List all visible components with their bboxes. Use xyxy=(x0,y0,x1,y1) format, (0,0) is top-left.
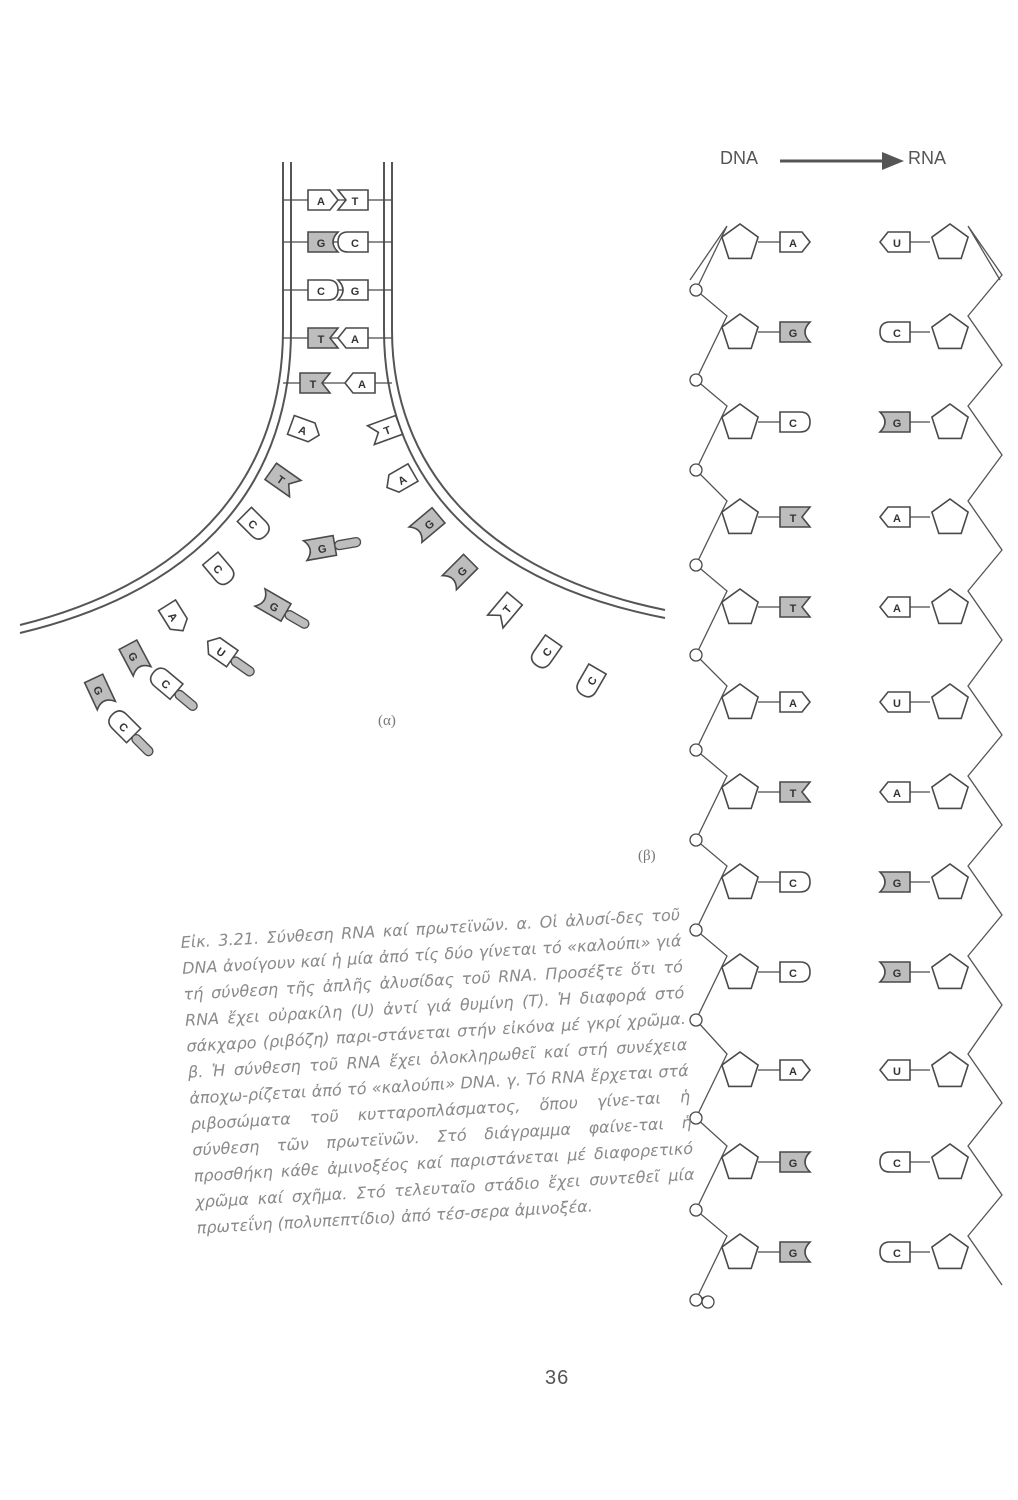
dna-base-tile xyxy=(780,507,810,527)
dna-base-tile xyxy=(780,872,810,892)
dna-label: DNA xyxy=(720,148,759,168)
base-pair-rows xyxy=(690,224,968,1308)
rna-backbone-line xyxy=(968,226,1002,1285)
rna-base-tile xyxy=(880,232,910,252)
svg-text:T: T xyxy=(501,603,515,617)
rna-base-tile xyxy=(880,692,910,712)
deoxyribose-pentagon xyxy=(722,404,758,438)
rna-base-tile xyxy=(880,507,910,527)
phosphate-circle xyxy=(690,1014,702,1026)
svg-text:C: C xyxy=(789,418,797,430)
svg-text:T: T xyxy=(789,513,797,525)
svg-text:G: G xyxy=(422,517,437,533)
svg-text:T: T xyxy=(274,473,287,488)
svg-text:A: A xyxy=(789,238,797,250)
svg-text:A: A xyxy=(351,334,359,346)
svg-text:A: A xyxy=(296,424,309,439)
phosphate-circle xyxy=(690,924,702,936)
phosphate-circle xyxy=(690,649,702,661)
svg-text:G: G xyxy=(124,650,140,664)
svg-text:U: U xyxy=(893,238,901,250)
svg-text:G: G xyxy=(892,878,902,890)
svg-text:C: C xyxy=(585,674,600,688)
dna-backbone-line xyxy=(690,226,727,1300)
phosphate-circle xyxy=(690,1294,702,1306)
svg-text:T: T xyxy=(789,788,797,800)
svg-text:G: G xyxy=(316,238,326,250)
rna-label: RNA xyxy=(908,148,947,168)
phosphate-circle xyxy=(690,284,702,296)
deoxyribose-pentagon xyxy=(722,224,758,258)
ribose-pentagon xyxy=(932,499,968,533)
ribose-pentagon xyxy=(932,314,968,348)
deoxyribose-pentagon xyxy=(722,314,758,348)
deoxyribose-pentagon xyxy=(722,1052,758,1086)
svg-text:A: A xyxy=(358,379,366,391)
rna-base-tile xyxy=(880,872,910,892)
ribose-pentagon xyxy=(932,864,968,898)
svg-text:T: T xyxy=(789,603,797,615)
svg-text:C: C xyxy=(789,878,797,890)
svg-text:G: G xyxy=(788,328,798,340)
svg-text:C: C xyxy=(210,562,225,577)
svg-text:U: U xyxy=(213,645,228,660)
svg-text:C: C xyxy=(158,677,173,692)
svg-text:C: C xyxy=(351,238,359,250)
svg-text:T: T xyxy=(317,334,325,346)
rna-base-tile xyxy=(880,962,910,982)
svg-text:G: G xyxy=(788,1158,798,1170)
deoxyribose-pentagon xyxy=(722,684,758,718)
ribose-pentagon xyxy=(932,1234,968,1268)
phosphate-circle xyxy=(690,834,702,846)
ribose-pentagon xyxy=(932,954,968,988)
svg-text:A: A xyxy=(893,603,901,615)
svg-text:G: G xyxy=(90,684,105,698)
rna-base-tile xyxy=(880,782,910,802)
figure-caption: Εἰκ. 3.21. Σύνθεση RNA καί πρωτεϊνῶν. α. Οἱ ἀλυσί-δες τοῦ DNA ἀνοίγουν καί ἡ μία ἀπό τίς δύο γίνεται τό «καλούπι» γιά τή σύνθεση τῆς ἀπλῆς ἀλυσίδας τοῦ RNA. Προσέξτε ὅτι τό RNA ἔχει οὐρακίλη (U) ἀντί γιά θυμίνη (T). Ἡ διαφορά στό σάκχαρο (ριβόζη) παρι-στάνεται στήν εἰκόνα μέ γκρί χρῶμα. β. Ἡ σύνθεση τοῦ RNA ἔχει ὁλοκληρωθεῖ καί στή συνέχεια ἀποχω-ρίζεται ἀπό τό «καλούπι» DNA. γ. Τό RNA ἔρχεται στά ριβοσώματα τοῦ κυτταροπλάσματος, ὅπου γίνε-ται ἡ σύνθεση τῶν πρωτεϊνῶν. Στό διάγραμμα φαίνε-ται ἡ προσθήκη κάθε ἀμινοξέος καί παριστάνεται μέ διαφορετικό χρῶμα καί σχῆμα. Στό τελευταῖο στάδιο ἔχει συντεθεῖ μία πρωτεΐνη (πολυπεπτίδιο) ἀπό τέσ-σερα ἀμινοξέα. xyxy=(180,905,695,1238)
rna-base-tile xyxy=(880,1060,910,1080)
dna-base-tile xyxy=(780,322,810,342)
svg-text:C: C xyxy=(789,968,797,980)
ribose-pentagon xyxy=(932,224,968,258)
dna-backbone-zigzag xyxy=(690,226,1002,1300)
dna-base-tile xyxy=(780,597,810,617)
ribose-pentagon xyxy=(932,684,968,718)
phosphate-circle xyxy=(690,374,702,386)
deoxyribose-pentagon xyxy=(722,774,758,808)
phosphate-circle xyxy=(690,744,702,756)
page-number: 36 xyxy=(545,1367,570,1389)
svg-text:A: A xyxy=(893,513,901,525)
ribose-pentagon xyxy=(932,1052,968,1086)
phosphate-circle xyxy=(690,559,702,571)
svg-text:U: U xyxy=(893,698,901,710)
phosphate-circle xyxy=(702,1296,714,1308)
svg-text:C: C xyxy=(893,1158,901,1170)
ribose-pentagon xyxy=(932,404,968,438)
svg-text:U: U xyxy=(893,1066,901,1078)
svg-text:G: G xyxy=(267,600,281,616)
svg-text:A: A xyxy=(396,473,410,488)
svg-text:G: G xyxy=(350,286,360,298)
figure-label-a: (α) xyxy=(378,713,396,729)
svg-text:T: T xyxy=(351,196,359,208)
svg-text:G: G xyxy=(892,418,902,430)
deoxyribose-pentagon xyxy=(722,864,758,898)
svg-text:C: C xyxy=(893,1248,901,1260)
dna-base-tile xyxy=(780,962,810,982)
svg-text:C: C xyxy=(115,720,131,735)
svg-text:G: G xyxy=(455,564,471,580)
ribose-pentagon xyxy=(932,774,968,808)
svg-text:T: T xyxy=(309,379,317,391)
dna-base-tile xyxy=(780,1242,810,1262)
dna-base-tile xyxy=(780,232,810,252)
dna-base-tile xyxy=(780,1152,810,1172)
svg-text:C: C xyxy=(540,645,555,660)
deoxyribose-pentagon xyxy=(722,499,758,533)
ribose-pentagon xyxy=(932,1144,968,1178)
deoxyribose-pentagon xyxy=(722,1234,758,1268)
svg-text:C: C xyxy=(317,286,325,298)
ribose-pentagon xyxy=(932,589,968,623)
rna-base-tile xyxy=(880,1242,910,1262)
dna-base-tile xyxy=(780,692,810,712)
dna-base-tile xyxy=(780,1060,810,1080)
rna-base-tile xyxy=(880,322,910,342)
svg-text:A: A xyxy=(893,788,901,800)
rna-base-tile xyxy=(880,412,910,432)
deoxyribose-pentagon xyxy=(722,1144,758,1178)
dna-base-tile xyxy=(780,782,810,802)
rna-base-tile xyxy=(880,597,910,617)
svg-text:A: A xyxy=(317,196,325,208)
phosphate-circle xyxy=(690,1112,702,1124)
dna-base-tile xyxy=(780,412,810,432)
deoxyribose-pentagon xyxy=(722,954,758,988)
svg-text:G: G xyxy=(892,968,902,980)
svg-text:C: C xyxy=(893,328,901,340)
svg-text:G: G xyxy=(788,1248,798,1260)
svg-text:A: A xyxy=(165,610,180,624)
svg-text:A: A xyxy=(789,698,797,710)
svg-text:C: C xyxy=(245,517,260,533)
svg-text:G: G xyxy=(317,542,328,557)
figure-label-b: (β) xyxy=(638,848,656,864)
svg-text:A: A xyxy=(789,1066,797,1078)
svg-text:T: T xyxy=(382,424,393,438)
deoxyribose-pentagon xyxy=(722,589,758,623)
rna-base-tile xyxy=(880,1152,910,1172)
phosphate-circle xyxy=(690,464,702,476)
